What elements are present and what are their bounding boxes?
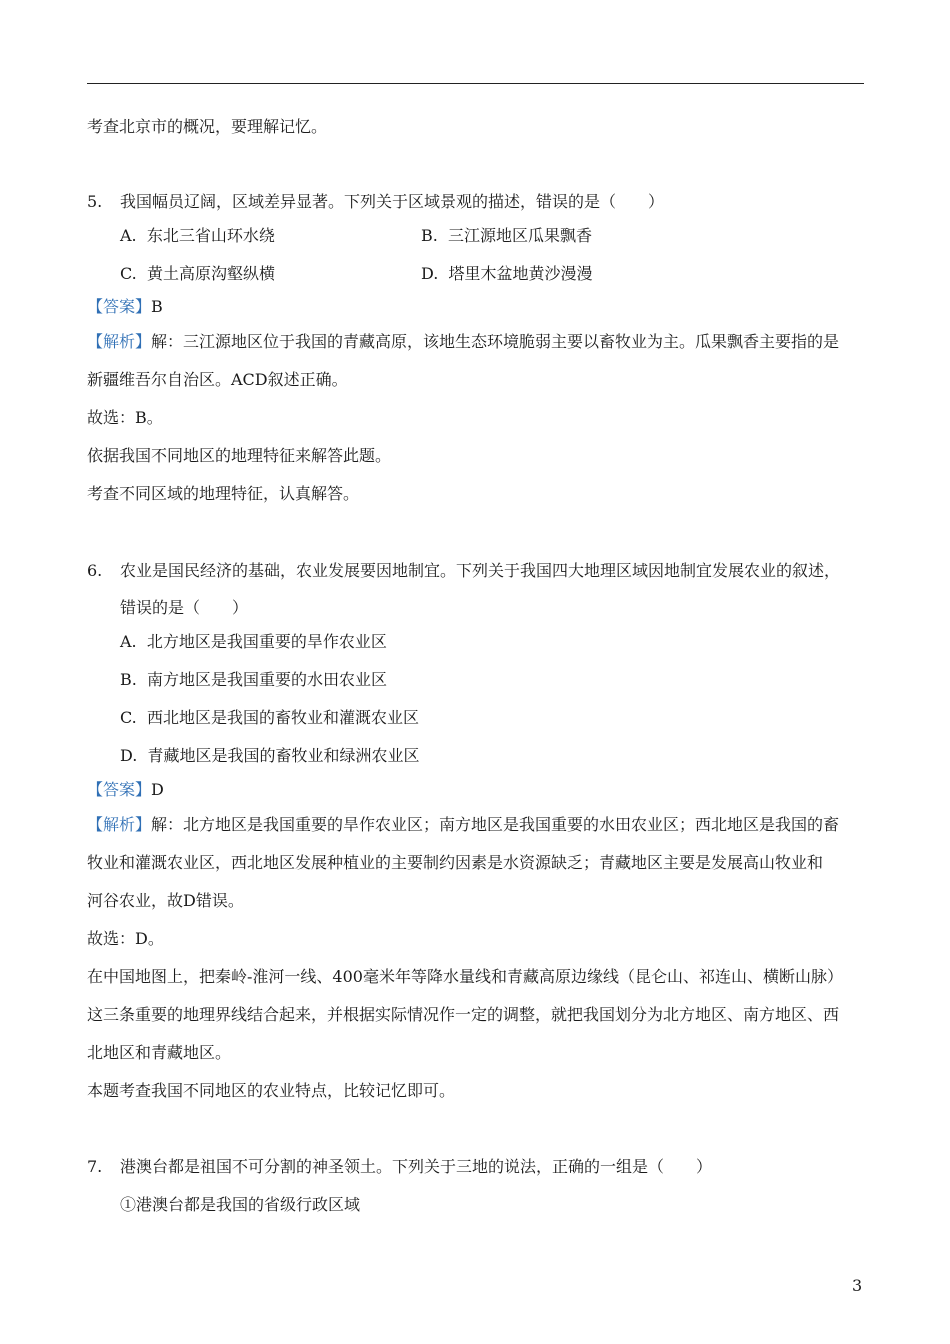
option-label: A. (120, 226, 137, 245)
q5-option-a (120, 226, 275, 246)
q6-note-1: 在中国地图上，把秦岭-淮河一线、400毫米年等降水量线和青藏高原边缘线（昆仑山、祁连山、横断山脉） (87, 967, 843, 986)
q5-option-b (421, 226, 592, 246)
q6-stem-line-2: 错误的是（ ） (120, 598, 249, 617)
q6-option-b (120, 670, 387, 690)
answer-tag: 【答案】 (87, 780, 152, 799)
q5-stem: 我国幅员辽阔，区域差异显著。下列关于区域景观的描述，错误的是（ ） (120, 192, 665, 211)
q5-note-2: 考查不同区域的地理特征，认真解答。 (87, 484, 360, 503)
option-text: 黄土高原沟壑纵横 (146, 264, 275, 283)
analysis-text: 解：三江源地区位于我国的青藏高原，该地生态环境脆弱主要以畜牧业为主。瓜果飘香主要指的是 (151, 332, 840, 351)
option-text: 南方地区是我国重要的水田农业区 (147, 670, 388, 689)
q5-option-d (421, 264, 593, 284)
q6-stem-line-1: 农业是国民经济的基础，农业发展要因地制宜。下列关于我国四大地理区域因地制宜发展农业的叙述， (120, 561, 841, 580)
option-label: C. (120, 264, 137, 283)
option-text: 塔里木盆地黄沙漫漫 (448, 264, 593, 283)
q6-option-a (120, 632, 387, 652)
answer-value: B (151, 297, 163, 316)
header-rule (87, 83, 864, 84)
analysis-text: 解：北方地区是我国重要的旱作农业区；南方地区是我国重要的水田农业区；西北地区是我国的畜 (151, 815, 840, 834)
q6-analysis-line-1 (87, 815, 839, 835)
q6-note-4: 本题考查我国不同地区的农业特点，比较记忆即可。 (87, 1081, 456, 1100)
option-text: 三江源地区瓜果飘香 (448, 226, 593, 245)
q6-answer (87, 780, 164, 800)
option-label: A. (120, 632, 137, 651)
q5-choose: 故选：B。 (87, 408, 163, 427)
q6-analysis-line-3: 河谷农业，故D错误。 (87, 891, 244, 910)
q5-analysis-line-1 (87, 332, 839, 352)
q5-option-c (120, 264, 275, 284)
q6-choose: 故选：D。 (87, 929, 164, 948)
q6-note-3: 北地区和青藏地区。 (87, 1043, 232, 1062)
q6-number: 6. (87, 561, 103, 580)
intro-text: 考查北京市的概况，要理解记忆。 (87, 117, 328, 136)
q6-note-2: 这三条重要的地理界线结合起来，并根据实际情况作一定的调整，就把我国划分为北方地区、南方地区、西 (87, 1005, 840, 1024)
option-text: 西北地区是我国的畜牧业和灌溉农业区 (146, 708, 419, 727)
answer-tag: 【答案】 (87, 297, 152, 316)
q7-stem: 港澳台都是祖国不可分割的神圣领土。下列关于三地的说法，正确的一组是（ ） (120, 1157, 713, 1176)
q7-number: 7. (87, 1157, 103, 1176)
q5-analysis-line-2: 新疆维吾尔自治区。ACD叙述正确。 (87, 370, 348, 389)
q6-option-c (120, 708, 419, 728)
option-text: 东北三省山环水绕 (146, 226, 275, 245)
option-label: B. (421, 226, 438, 245)
q5-note-1: 依据我国不同地区的地理特征来解答此题。 (87, 446, 392, 465)
analysis-tag: 【解析】 (87, 815, 152, 834)
option-text: 青藏地区是我国的畜牧业和绿洲农业区 (147, 746, 420, 765)
q6-option-d (120, 746, 420, 766)
option-label: D. (421, 264, 439, 283)
option-label: D. (120, 746, 138, 765)
option-label: B. (120, 670, 137, 689)
q7-item-1: ①港澳台都是我国的省级行政区域 (120, 1195, 361, 1214)
option-label: C. (120, 708, 137, 727)
page-number: 3 (852, 1276, 863, 1295)
q5-number: 5. (87, 192, 103, 211)
q6-analysis-line-2: 牧业和灌溉农业区，西北地区发展种植业的主要制约因素是水资源缺乏；青藏地区主要是发展高山牧业和 (87, 853, 824, 872)
analysis-tag: 【解析】 (87, 332, 152, 351)
option-text: 北方地区是我国重要的旱作农业区 (146, 632, 387, 651)
answer-value: D (151, 780, 164, 799)
q5-answer (87, 297, 163, 317)
